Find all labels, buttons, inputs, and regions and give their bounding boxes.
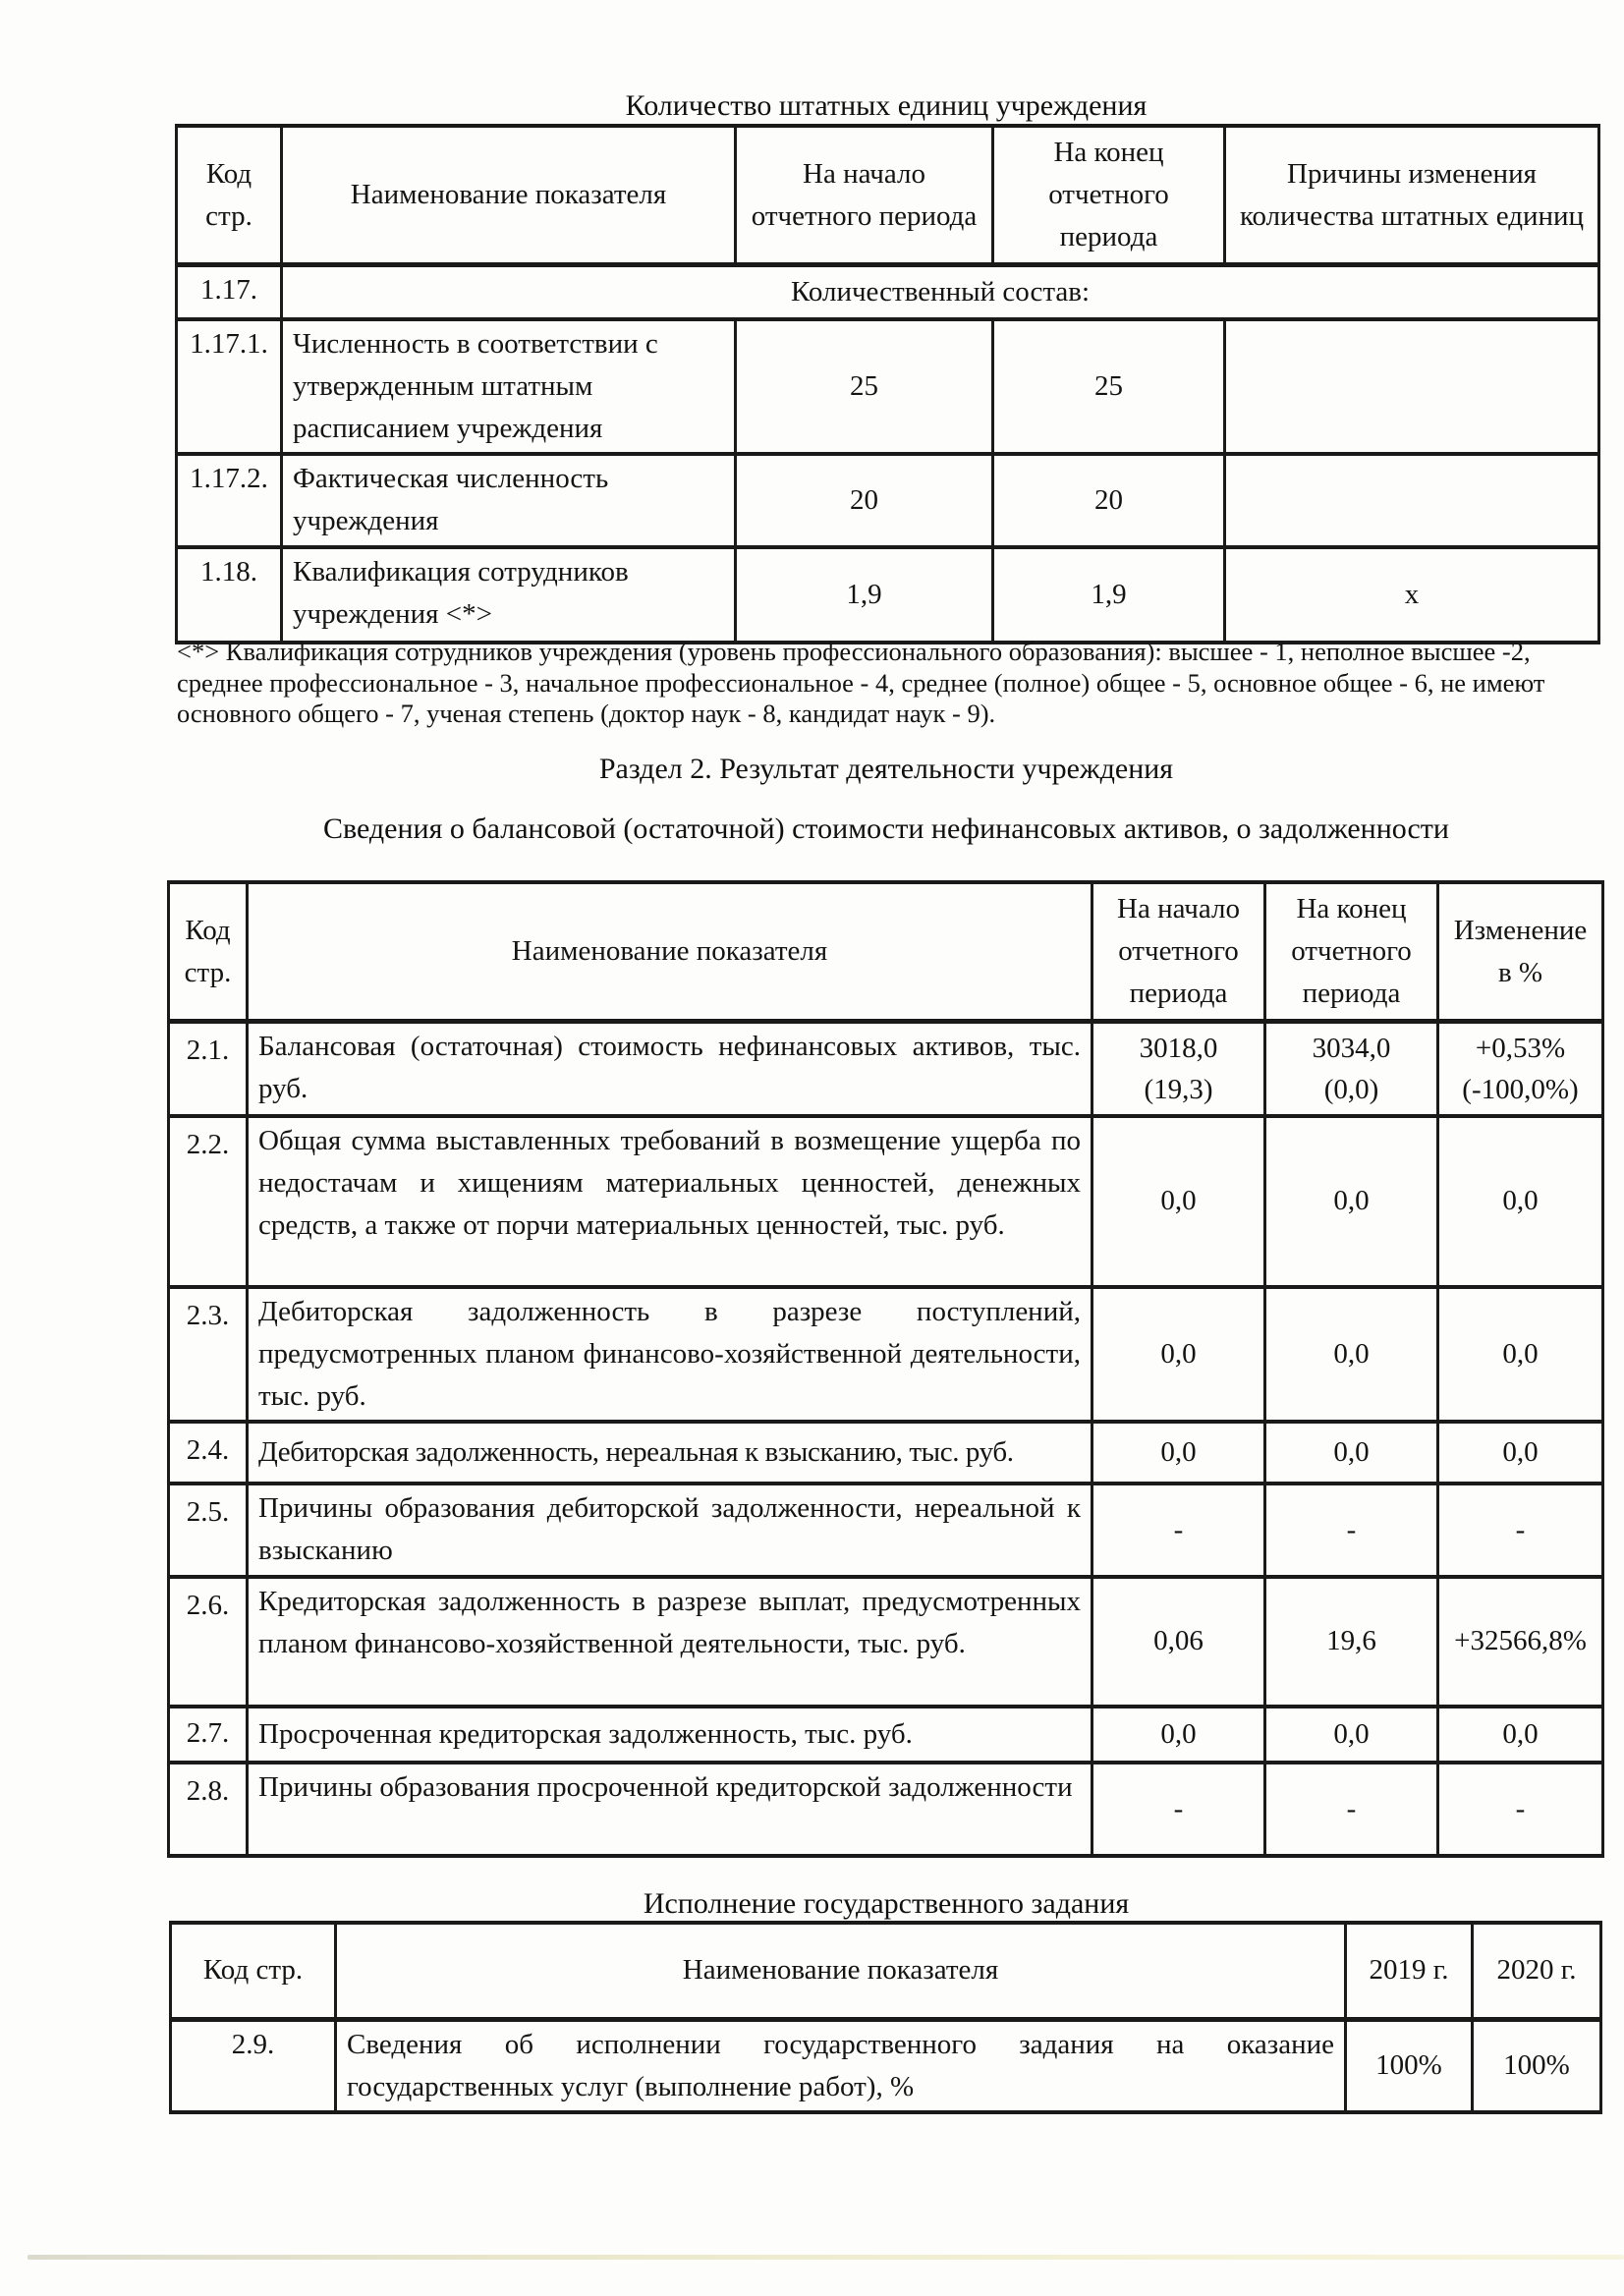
t1-r1-reason (1225, 454, 1599, 547)
t1-r0-code: 1.17.1. (177, 319, 282, 454)
t2-r1-name: Общая сумма выставленных требований в возмещение ущерба по недостачам и хищениям материальных ценностей, денежных средств, а также от порчи материальных ценностей, тыс. руб. (248, 1116, 1092, 1287)
table1-title: Количество штатных единиц учреждения (625, 89, 1148, 122)
t1-header-begin: На начало отчетного периода (736, 126, 993, 265)
table-row (177, 454, 1599, 547)
t1-header-name: Наименование показателя (282, 126, 736, 265)
table-header-row (171, 1923, 1601, 2019)
value-line: +0,53% (1475, 1032, 1566, 1064)
t3-r0-2020: 100% (1473, 2019, 1601, 2112)
table3-title: Исполнение государственного задания (643, 1887, 1130, 1920)
table-row (169, 1707, 1603, 1763)
t2-r6-end: 0,0 (1265, 1707, 1438, 1763)
t2-header-change: Изменение в % (1438, 882, 1603, 1022)
t2-r7-end: - (1265, 1763, 1438, 1856)
t2-r3-end: 0,0 (1265, 1422, 1438, 1484)
table-row (169, 1116, 1603, 1287)
t3-header-code: Код стр. (171, 1923, 336, 2019)
table-row (169, 1022, 1603, 1116)
t2-r7-begin: - (1092, 1763, 1265, 1856)
t3-r0-2019: 100% (1346, 2019, 1473, 2112)
t1-r2-end: 1,9 (993, 547, 1225, 643)
t1-group-code: 1.17. (177, 265, 282, 319)
value-line: (19,3) (1144, 1073, 1213, 1105)
t1-r1-end: 20 (993, 454, 1225, 547)
t2-r6-code: 2.7. (169, 1707, 248, 1763)
section2-title: Раздел 2. Результат деятельности учреждения (598, 753, 1174, 785)
t2-r0-change (1438, 1022, 1603, 1116)
t2-r2-change: 0,0 (1438, 1287, 1603, 1422)
t2-r3-name: Дебиторская задолженность, нереальная к взысканию, тыс. руб. (248, 1422, 1092, 1484)
section2-subtitle: Сведения о балансовой (остаточной) стоимости нефинансовых активов, о задолженности (323, 812, 1449, 845)
t1-r1-name: Фактическая численность учреждения (282, 454, 736, 547)
t2-r2-begin: 0,0 (1092, 1287, 1265, 1422)
t2-header-code: Код стр. (169, 882, 248, 1022)
table-row (177, 547, 1599, 643)
value-line: (-100,0%) (1462, 1073, 1579, 1105)
t2-r3-code: 2.4. (169, 1422, 248, 1484)
t2-r0-begin (1092, 1022, 1265, 1116)
t1-r2-code: 1.18. (177, 547, 282, 643)
t1-header-end: На конец отчетного периода (993, 126, 1225, 265)
t2-r1-end: 0,0 (1265, 1116, 1438, 1287)
t2-r7-change: - (1438, 1763, 1603, 1856)
table-row (177, 319, 1599, 454)
t2-r2-code: 2.3. (169, 1287, 248, 1422)
t2-r4-begin: - (1092, 1484, 1265, 1577)
t2-r3-change: 0,0 (1438, 1422, 1603, 1484)
t2-r4-end: - (1265, 1484, 1438, 1577)
table-row (169, 1422, 1603, 1484)
balance-debts-table (167, 880, 1604, 1858)
t3-r0-code: 2.9. (171, 2019, 336, 2112)
t3-header-name: Наименование показателя (336, 1923, 1346, 2019)
value-line: 3034,0 (1312, 1032, 1391, 1064)
table-row (171, 2019, 1601, 2112)
t1-r1-begin: 20 (736, 454, 993, 547)
t1-r2-begin: 1,9 (736, 547, 993, 643)
t2-header-name: Наименование показателя (248, 882, 1092, 1022)
t2-header-end: На конец отчетного периода (1265, 882, 1438, 1022)
t2-r1-code: 2.2. (169, 1116, 248, 1287)
t2-r6-change: 0,0 (1438, 1707, 1603, 1763)
t1-header-code: Код стр. (177, 126, 282, 265)
t2-r3-begin: 0,0 (1092, 1422, 1265, 1484)
value-line: 3018,0 (1139, 1032, 1218, 1064)
t2-r4-code: 2.5. (169, 1484, 248, 1577)
value-line: (0,0) (1323, 1073, 1379, 1105)
t2-r5-begin: 0,06 (1092, 1577, 1265, 1707)
t2-r4-change: - (1438, 1484, 1603, 1577)
table-row (169, 1577, 1603, 1707)
t1-r1-code: 1.17.2. (177, 454, 282, 547)
t1-r0-reason (1225, 319, 1599, 454)
t2-r2-name: Дебиторская задолженность в разрезе поступлений, предусмотренных планом финансово-хозяйственной деятельности, тыс. руб. (248, 1287, 1092, 1422)
scan-artifact-line (28, 2255, 1624, 2260)
t2-r5-name: Кредиторская задолженность в разрезе выплат, предусмотренных планом финансово-хозяйственной деятельности, тыс. руб. (248, 1577, 1092, 1707)
t3-r0-name: Сведения об исполнении государственного задания на оказание государственных услуг (выполнение работ), % (336, 2019, 1346, 2112)
t3-header-2019: 2019 г. (1346, 1923, 1473, 2019)
t2-r2-end: 0,0 (1265, 1287, 1438, 1422)
t2-r1-begin: 0,0 (1092, 1116, 1265, 1287)
table-row (169, 1287, 1603, 1422)
table-header-row (169, 882, 1603, 1022)
t2-r6-begin: 0,0 (1092, 1707, 1265, 1763)
t3-header-2020: 2020 г. (1473, 1923, 1601, 2019)
t2-r5-code: 2.6. (169, 1577, 248, 1707)
table-row (169, 1484, 1603, 1577)
t2-r7-code: 2.8. (169, 1763, 248, 1856)
t1-r2-reason: х (1225, 547, 1599, 643)
table-row (169, 1763, 1603, 1856)
qualification-footnote: <*> Квалификация сотрудников учреждения (уровень профессионального образования): высшее - 1, неполное высшее -2, среднее профессиональное - 3, начальное профессиональное - 4, среднее (полное) общее - 5, основное общее - 6, не имеют основного общего - 7, ученая степень (доктор наук - 8, кандидат наук - 9). (177, 637, 1545, 728)
group-row (177, 265, 1599, 319)
table-header-row (177, 126, 1599, 265)
staff-units-table (175, 124, 1600, 644)
t1-r0-begin: 25 (736, 319, 993, 454)
t1-r0-name: Численность в соответствии с утвержденным штатным расписанием учреждения (282, 319, 736, 454)
state-task-table (169, 1921, 1602, 2114)
t2-r0-end (1265, 1022, 1438, 1116)
t2-r0-code: 2.1. (169, 1022, 248, 1116)
t2-r1-change: 0,0 (1438, 1116, 1603, 1287)
t1-r2-name: Квалификация сотрудников учреждения <*> (282, 547, 736, 643)
t2-r5-change: +32566,8% (1438, 1577, 1603, 1707)
t2-r6-name: Просроченная кредиторская задолженность, тыс. руб. (248, 1707, 1092, 1763)
t2-r4-name: Причины образования дебиторской задолженности, нереальной к взысканию (248, 1484, 1092, 1577)
t2-header-begin: На начало отчетного периода (1092, 882, 1265, 1022)
t1-header-reasons: Причины изменения количества штатных единиц (1225, 126, 1599, 265)
t2-r0-name: Балансовая (остаточная) стоимость нефинансовых активов, тыс. руб. (248, 1022, 1092, 1116)
t2-r7-name: Причины образования просроченной кредиторской задолженности (248, 1763, 1092, 1856)
t2-r5-end: 19,6 (1265, 1577, 1438, 1707)
t1-r0-end: 25 (993, 319, 1225, 454)
t1-group-label: Количественный состав: (282, 265, 1599, 319)
